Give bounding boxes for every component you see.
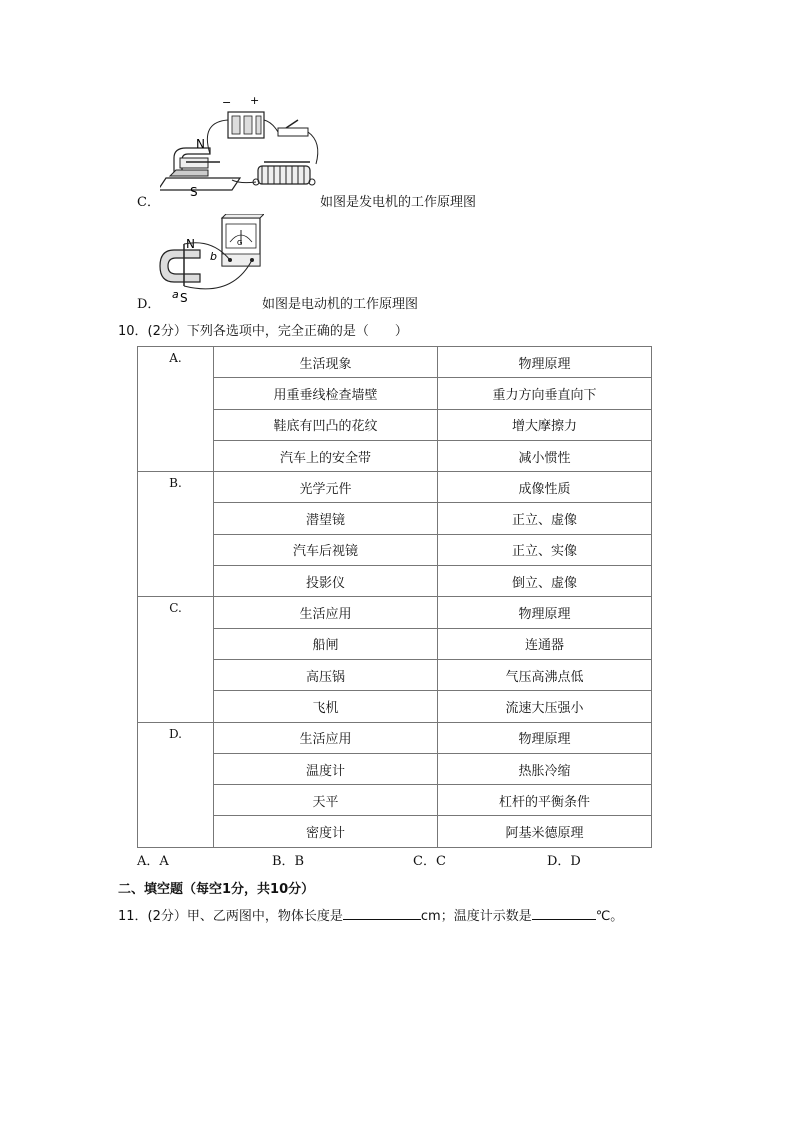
q10-cell-item: 船闸 — [214, 628, 438, 659]
magnet-n-label: N — [196, 137, 205, 151]
q10-row — [138, 503, 652, 534]
q10-cell-principle: 增大摩擦力 — [438, 409, 652, 440]
q10-cell-item: 密度计 — [214, 816, 438, 847]
option-c-caption: 如图是发电机的工作原理图 — [320, 195, 477, 210]
q10-cell-principle: 热胀冷缩 — [438, 753, 652, 784]
q10-cell-item: 生活现象 — [214, 347, 438, 378]
q10-row — [138, 378, 652, 409]
q10-cell-principle: 减小惯性 — [438, 440, 652, 471]
q10-cell-principle: 连通器 — [438, 628, 652, 659]
q10-cell-item: 投影仪 — [214, 566, 438, 597]
q10-row — [138, 472, 652, 503]
q10-cell-item: 高压锅 — [214, 659, 438, 690]
q10-group-label: B. — [138, 472, 214, 597]
q10-prompt: 10．(2分）下列各选项中，完全正确的是（ ） — [118, 324, 408, 339]
q10-row — [138, 659, 652, 690]
battery-minus-label: − — [222, 96, 232, 109]
q10-row — [138, 597, 652, 628]
q10-cell-principle: 阿基米德原理 — [438, 816, 652, 847]
option-d-letter: D． — [137, 297, 161, 312]
magnet — [160, 250, 200, 282]
answer-d[interactable]: D．D — [547, 854, 581, 869]
q10-table — [137, 346, 652, 848]
rheostat — [258, 166, 310, 184]
q10-cell-principle: 流速大压强小 — [438, 691, 652, 722]
q10-cell-principle: 正立、实像 — [438, 534, 652, 565]
answer-c[interactable]: C．C — [413, 854, 446, 869]
q10-cell-item: 生活应用 — [214, 597, 438, 628]
answer-b[interactable]: B．B — [272, 854, 305, 869]
q10-cell-principle: 成像性质 — [438, 472, 652, 503]
q10-cell-item: 潜望镜 — [214, 503, 438, 534]
switch — [278, 128, 308, 136]
q10-cell-principle: 重力方向垂直向下 — [438, 378, 652, 409]
q10-cell-item: 天平 — [214, 785, 438, 816]
q11-unit2: ℃。 — [595, 909, 624, 924]
q10-row — [138, 347, 652, 378]
q10-cell-item: 生活应用 — [214, 722, 438, 753]
q10-cell-principle: 物理原理 — [438, 722, 652, 753]
q10-row — [138, 691, 652, 722]
magnet-body — [180, 158, 208, 168]
q10-cell-principle: 物理原理 — [438, 347, 652, 378]
q10-cell-item: 鞋底有凹凸的花纹 — [214, 409, 438, 440]
base-plate — [160, 178, 240, 190]
label-b: b — [210, 250, 217, 263]
battery-plus-label: + — [250, 94, 260, 107]
q11-part1: 11．(2分）甲、乙两图中，物体长度是 — [118, 909, 343, 924]
q10-row — [138, 534, 652, 565]
q10-cell-item: 光学元件 — [214, 472, 438, 503]
q10-row — [138, 816, 652, 847]
q10-row — [138, 753, 652, 784]
q10-cell-item: 汽车上的安全带 — [214, 440, 438, 471]
q10-row — [138, 409, 652, 440]
q10-group-label: C. — [138, 597, 214, 722]
q10-row — [138, 722, 652, 753]
generator-diagram — [160, 92, 325, 202]
q10-cell-item: 温度计 — [214, 753, 438, 784]
option-c-letter: C． — [137, 195, 160, 210]
q10-cell-principle: 正立、虚像 — [438, 503, 652, 534]
q10-row — [138, 440, 652, 471]
section-2-title: 二、填空题（每空1分，共10分） — [118, 882, 315, 897]
magnet-n-label: N — [186, 237, 195, 251]
q11 — [118, 905, 623, 924]
q10-cell-principle: 杠杆的平衡条件 — [438, 785, 652, 816]
meter-mark: G — [237, 239, 243, 247]
label-a: a — [172, 288, 179, 301]
q11-blank-2[interactable] — [532, 907, 596, 920]
option-d-caption: 如图是电动机的工作原理图 — [262, 297, 419, 312]
q10-cell-principle: 气压高沸点低 — [438, 659, 652, 690]
answer-a[interactable]: A．A — [137, 854, 169, 869]
q10-group-label: A. — [138, 347, 214, 472]
q10-row — [138, 785, 652, 816]
q11-blank-1[interactable] — [343, 907, 421, 920]
magnet-s-label: S — [190, 185, 198, 199]
q11-unit1: cm；温度计示数是 — [420, 909, 532, 924]
q10-cell-item: 飞机 — [214, 691, 438, 722]
magnet-bottom — [170, 170, 208, 176]
q10-cell-principle: 倒立、虚像 — [438, 566, 652, 597]
q10-row — [138, 566, 652, 597]
q10-cell-item: 用重垂线检查墙壁 — [214, 378, 438, 409]
motor-diagram — [152, 214, 264, 306]
q10-group-label: D. — [138, 722, 214, 847]
magnet-s-label: S — [180, 291, 188, 305]
q10-cell-item: 汽车后视镜 — [214, 534, 438, 565]
q10-row — [138, 628, 652, 659]
q10-cell-principle: 物理原理 — [438, 597, 652, 628]
